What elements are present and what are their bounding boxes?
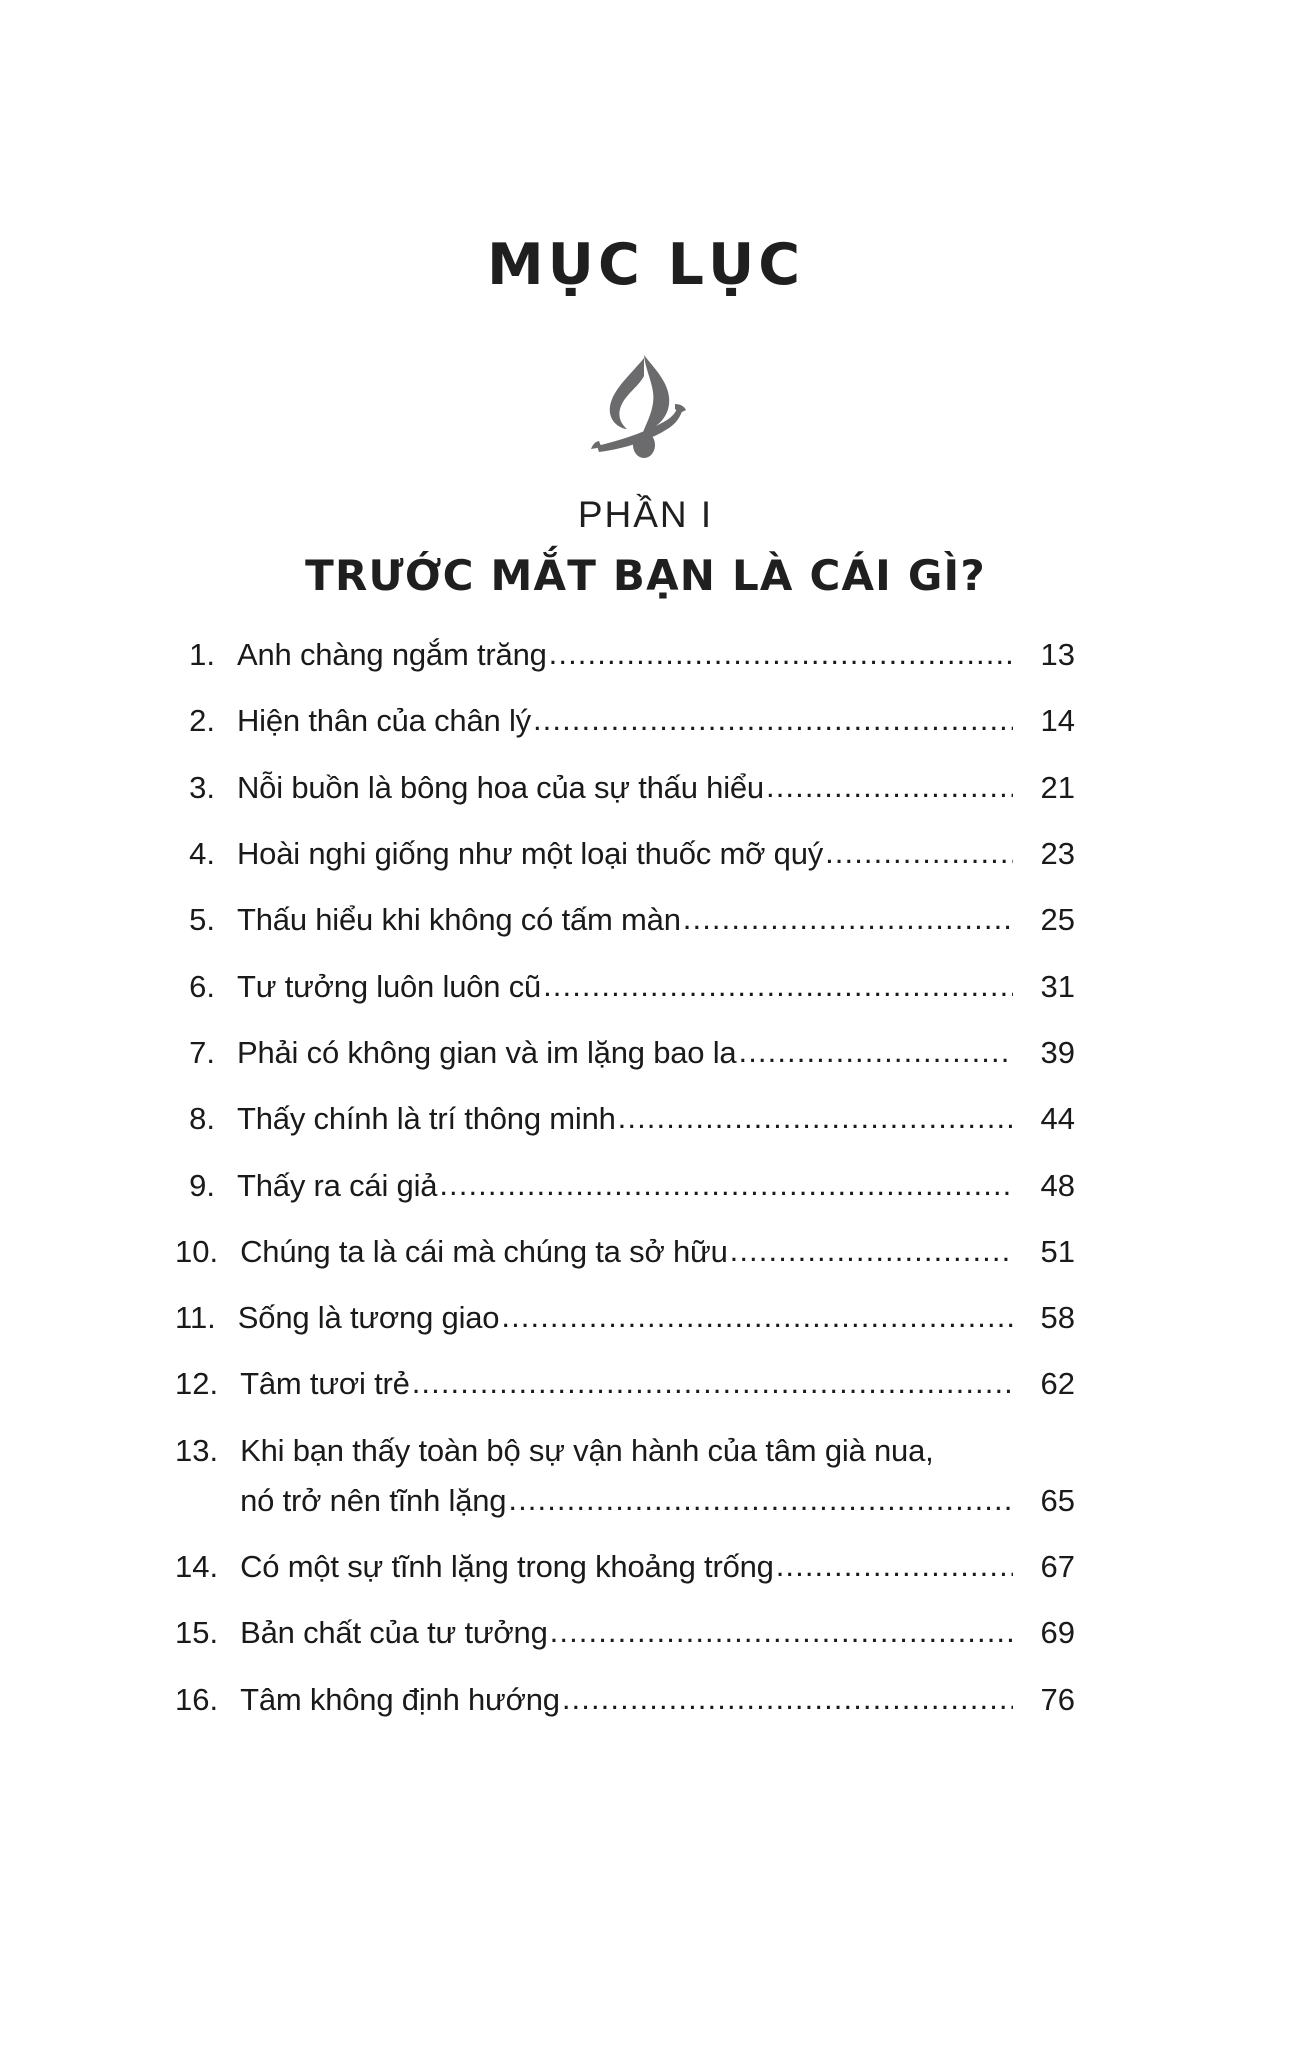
toc-entry-title: Sống là tương giao bbox=[237, 1300, 500, 1336]
toc-entry-page-number: 21 bbox=[1040, 769, 1075, 805]
toc-entry-page-number: 58 bbox=[1040, 1300, 1075, 1336]
toc-leader-dots bbox=[562, 1680, 1013, 1718]
toc-entry-number: 5. bbox=[189, 902, 215, 938]
toc-entry-title: nó trở nên tĩnh lặng bbox=[240, 1482, 507, 1518]
toc-entry-line bbox=[175, 769, 1075, 807]
toc-entry-page-number: 25 bbox=[1040, 902, 1075, 938]
toc-leader-dots bbox=[412, 1364, 1013, 1402]
toc-entry[interactable] bbox=[175, 1681, 1075, 1719]
toc-entry-number: 1. bbox=[189, 637, 215, 672]
toc-entry-title: Tâm không định hướng bbox=[240, 1681, 560, 1717]
toc-entry-title: Có một sự tĩnh lặng trong khoảng trống bbox=[240, 1548, 774, 1584]
toc-entry-number: 15. bbox=[175, 1615, 219, 1651]
toc-entry-title: Thấy ra cái giả bbox=[237, 1167, 438, 1203]
toc-entry[interactable] bbox=[175, 1100, 1075, 1138]
toc-entry-line bbox=[175, 1432, 1075, 1470]
toc-entry-title: Thấy chính là trí thông minh bbox=[237, 1101, 616, 1137]
toc-leader-dots bbox=[508, 1481, 1013, 1519]
toc-entry-number: 14. bbox=[175, 1548, 219, 1584]
toc-entry-title: Tư tưởng luôn luôn cũ bbox=[237, 968, 542, 1004]
toc-leader-dots bbox=[766, 768, 1013, 806]
toc-entry-number: 3. bbox=[189, 769, 215, 805]
toc-entry-title: Anh chàng ngắm trăng bbox=[237, 637, 547, 672]
toc-leader-dots bbox=[776, 1547, 1013, 1585]
toc-entry-number: 4. bbox=[189, 835, 215, 871]
toc-leader-dots bbox=[533, 701, 1013, 739]
toc-entry-page-number: 51 bbox=[1040, 1233, 1075, 1269]
toc-entry-page-number: 65 bbox=[1040, 1482, 1075, 1518]
toc-entry-line bbox=[175, 1548, 1075, 1586]
toc-entry-page-number: 23 bbox=[1040, 835, 1075, 871]
toc-entry-number: 11. bbox=[175, 1300, 216, 1336]
toc-entry-line bbox=[175, 1233, 1075, 1271]
toc-entry-page-number: 67 bbox=[1040, 1548, 1075, 1584]
toc-entry[interactable] bbox=[175, 901, 1075, 939]
toc-leader-dots bbox=[738, 1033, 1013, 1071]
toc-leader-dots bbox=[543, 967, 1013, 1005]
toc-entry-title: Hoài nghi giống như một loại thuốc mỡ quý bbox=[237, 835, 824, 871]
toc-entry-line bbox=[175, 835, 1075, 873]
toc-entry-page-number: 14 bbox=[1040, 703, 1075, 739]
part-label: PHẦN I bbox=[577, 494, 714, 535]
toc-entry-title: Chúng ta là cái mà chúng ta sở hữu bbox=[240, 1233, 728, 1269]
toc-entry[interactable] bbox=[175, 835, 1075, 873]
toc-entry-page-number: 76 bbox=[1040, 1681, 1075, 1717]
toc-entry-continuation-line bbox=[175, 1482, 1075, 1520]
toc-entry-page-number: 13 bbox=[1040, 637, 1075, 672]
toc-leader-dots bbox=[683, 900, 1013, 938]
toc-entry-number: 2. bbox=[189, 703, 215, 739]
toc-entry-page-number: 44 bbox=[1040, 1101, 1075, 1137]
toc-entry-page-number: 31 bbox=[1040, 968, 1075, 1004]
toc-entry[interactable] bbox=[175, 1167, 1075, 1205]
toc-entry-number: 8. bbox=[189, 1101, 215, 1137]
toc-entry-title: Hiện thân của chân lý bbox=[237, 703, 531, 739]
toc-entry[interactable] bbox=[175, 769, 1075, 807]
toc-entry-page-number: 69 bbox=[1040, 1615, 1075, 1651]
toc-entry-line bbox=[175, 1365, 1075, 1403]
toc-leader-dots bbox=[618, 1099, 1013, 1137]
toc-entry-line bbox=[175, 1167, 1075, 1205]
toc-entry-title: Phải có không gian và im lặng bao la bbox=[237, 1034, 737, 1070]
toc-entry-number: 16. bbox=[175, 1681, 219, 1717]
toc-entry-line bbox=[175, 1614, 1075, 1652]
toc-entry-line bbox=[175, 1100, 1075, 1138]
toc-leader-dots bbox=[550, 1613, 1013, 1651]
toc-entry-page-number: 39 bbox=[1040, 1034, 1075, 1070]
toc-entry[interactable] bbox=[175, 1432, 1075, 1520]
toc-entry-line bbox=[175, 1034, 1075, 1072]
leaf-flourish-ornament bbox=[0, 352, 1291, 462]
toc-entry-number: 10. bbox=[175, 1233, 219, 1269]
toc-entry-line bbox=[175, 636, 1075, 674]
toc-entry-line bbox=[175, 1299, 1075, 1337]
part-title: TRƯỚC MẮT BẠN LÀ CÁI GÌ? bbox=[305, 551, 986, 600]
toc-entry[interactable] bbox=[175, 1299, 1075, 1337]
toc-entry[interactable] bbox=[175, 1233, 1075, 1271]
toc-entry-line bbox=[175, 702, 1075, 740]
toc-entry-line bbox=[175, 1681, 1075, 1719]
toc-entry-number: 7. bbox=[189, 1034, 215, 1070]
toc-entry[interactable] bbox=[175, 968, 1075, 1006]
toc-leader-dots bbox=[501, 1298, 1013, 1336]
toc-entry-number: 9. bbox=[189, 1167, 215, 1203]
toc-entry[interactable] bbox=[175, 1034, 1075, 1072]
toc-entry-title: Thấu hiểu khi không có tấm màn bbox=[237, 902, 681, 938]
toc-leader-dots bbox=[549, 635, 1013, 673]
toc-entry-title: Bản chất của tư tưởng bbox=[240, 1615, 548, 1651]
toc-leader-dots bbox=[825, 834, 1013, 872]
toc-entry-title: Nỗi buồn là bông hoa của sự thấu hiểu bbox=[237, 769, 764, 805]
toc-entry[interactable] bbox=[175, 1548, 1075, 1586]
toc-entry[interactable] bbox=[175, 1365, 1075, 1403]
toc-entry-line bbox=[175, 901, 1075, 939]
toc-entry-number: 12. bbox=[175, 1366, 219, 1402]
toc-list bbox=[175, 636, 1075, 1747]
toc-entry-line bbox=[175, 968, 1075, 1006]
toc-entry[interactable] bbox=[175, 1614, 1075, 1652]
toc-entry[interactable] bbox=[175, 702, 1075, 740]
toc-entry[interactable] bbox=[175, 636, 1075, 674]
toc-leader-dots bbox=[439, 1166, 1013, 1204]
toc-entry-number: 6. bbox=[189, 968, 215, 1004]
toc-entry-title: Tâm tươi trẻ bbox=[240, 1366, 410, 1402]
page-title: MỤC LỤC bbox=[486, 232, 805, 298]
toc-leader-dots bbox=[730, 1232, 1013, 1270]
toc-entry-page-number: 62 bbox=[1040, 1366, 1075, 1402]
toc-entry-page-number: 48 bbox=[1040, 1167, 1075, 1203]
toc-entry-title: Khi bạn thấy toàn bộ sự vận hành của tâm già nua, bbox=[240, 1432, 934, 1468]
toc-entry-number: 13. bbox=[175, 1432, 219, 1468]
